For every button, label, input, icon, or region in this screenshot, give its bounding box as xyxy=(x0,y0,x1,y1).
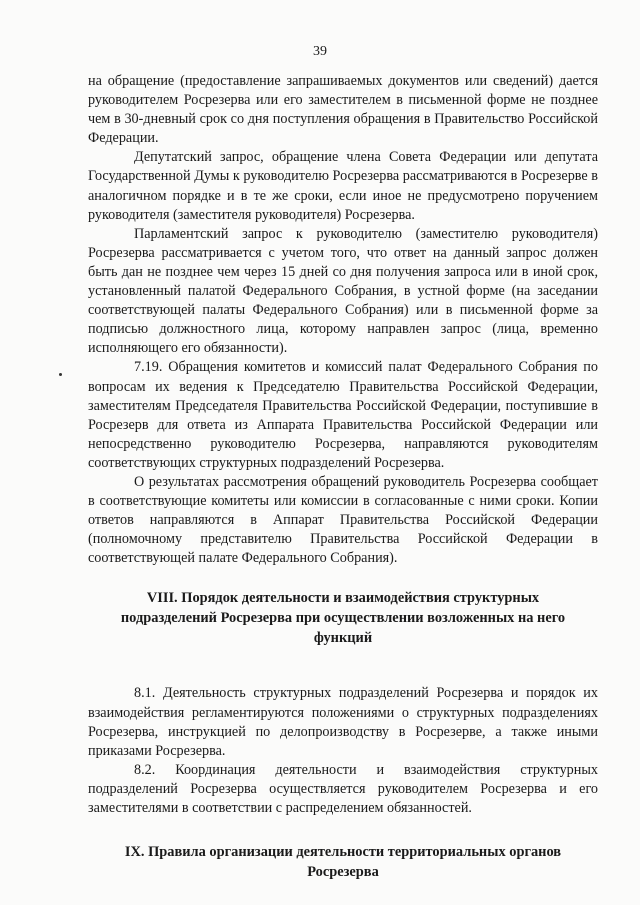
document-body xyxy=(88,72,598,882)
section-9-heading-line1: IX. Правила организации деятельности территориальных органов xyxy=(124,844,562,861)
paragraph-parliamentary-request: Парламентский запрос к руководителю (заместителю руководителя) Росрезерва рассматривается с учетом того, что ответ на данный запрос должен быть дан не позднее чем через 15 дней со дня получения запроса или в иной срок, установленный палатой Федерального Собрания, в устной форме (на заседании соответствующей палаты Федерального Собрания) или в письменной форме за подписью должностного лица, которому направлен запрос (лица, временно исполняющего его обязанности). xyxy=(88,225,598,357)
paragraph-results: О результатах рассмотрения обращений руководитель Росрезерва сообщает в соответствующие комитеты или комиссии в согласованные с ними сроки. Копии ответов направляются в Аппарат Правительства Российской Федерации (полномочному представителю Правительства Российской Федерации в соответствующей палате Федерального Собрания). xyxy=(88,473,598,567)
scan-speck xyxy=(59,373,62,376)
paragraph-deputy-request: Депутатский запрос, обращение члена Совета Федерации или депутата Государственной Думы к руководителю Росрезерва рассматриваются в Росрезерве в аналогичном порядке и в те же сроки, если иное не предусмотрено поручением руководителя (заместителя руководителя) Росрезерва. xyxy=(88,149,598,223)
section-8-heading-line2: подразделений Росрезерва при осуществлении возложенных на него xyxy=(120,610,566,627)
section-9-heading-line2: Росрезерва xyxy=(307,864,379,881)
section-8-heading-line1: VIII. Порядок деятельности и взаимодействия структурных xyxy=(146,590,540,607)
paragraph-7-19: 7.19. Обращения комитетов и комиссий палат Федерального Собрания по вопросам их ведения к Председателю Правительства Российской Федерации, заместителям Председателя Правительства Российской Федерации, поступившие в Росрезерв для ответа из Аппарата Правительства Российской Федерации или непосредственно руководителю Росрезерва, направляются руководителям соответствующих структурных подразделений Росрезерва. xyxy=(88,359,598,471)
section-9-heading xyxy=(88,842,598,882)
section-8-heading-line3: функций xyxy=(313,630,373,647)
paragraph-8-1: 8.1. Деятельность структурных подразделений Росрезерва и порядок их взаимодействия регламентируются положениями о структурных подразделениях Росрезерва, инструкцией по делопроизводству в Росрезерве, а также иными приказами Росрезерва. xyxy=(88,685,598,759)
paragraph-continuation: на обращение (предоставление запрашиваемых документов или сведений) дается руководителем Росрезерва или его заместителем в письменной форме не позднее чем в 30-дневный срок со дня поступления обращения в Правительство Российской Федерации. xyxy=(88,73,598,147)
page-number: 39 xyxy=(313,44,327,59)
section-8-heading xyxy=(88,588,598,648)
paragraph-8-2: 8.2. Координация деятельности и взаимодействия структурных подразделений Росрезерва осуществляется руководителем Росрезерва и его заместителями в соответствии с распределением обязанностей. xyxy=(88,761,598,816)
